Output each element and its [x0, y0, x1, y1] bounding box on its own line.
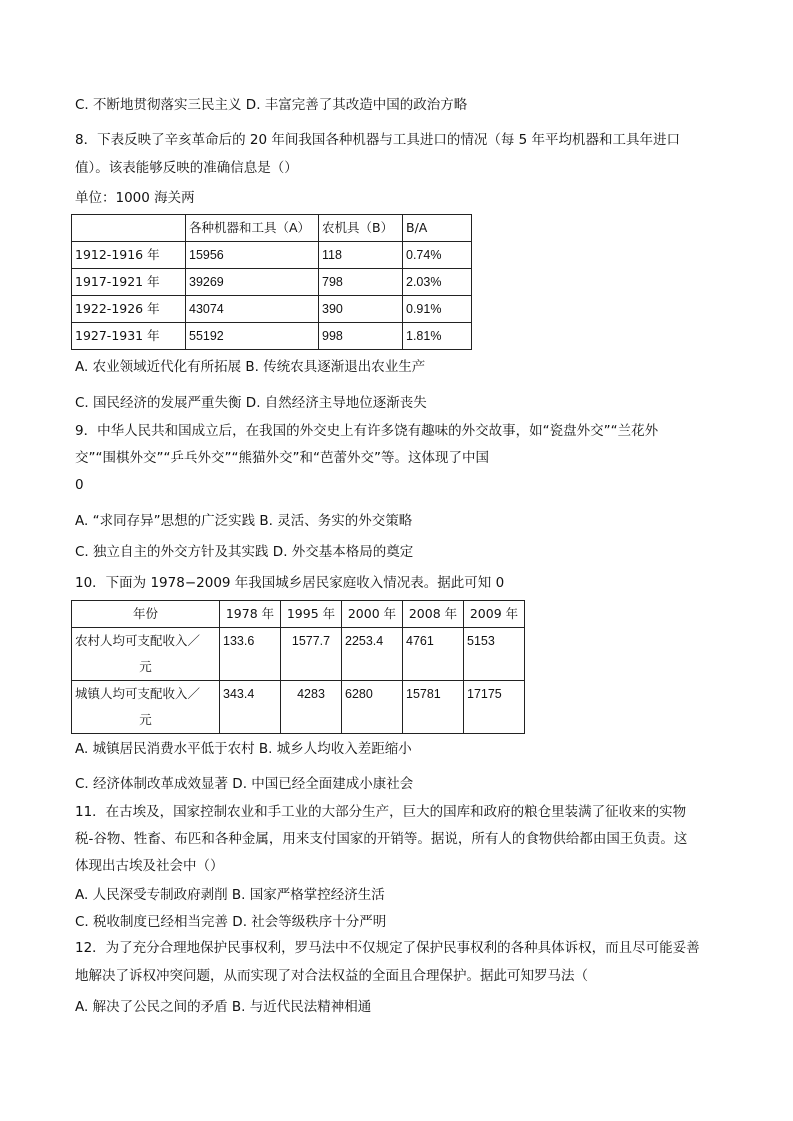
value-cell: 5153	[464, 628, 525, 681]
period-cell: 1912-1916 年	[72, 242, 186, 269]
table-header-cell: 农机具（B）	[319, 215, 403, 242]
table-header-cell: 各种机器和工具（A）	[186, 215, 319, 242]
value-cell: 43074	[186, 296, 319, 323]
value-cell: 2.03%	[403, 269, 472, 296]
q11-stem-line3: 体现出古埃及社会中（）	[75, 858, 224, 874]
row-label-line2: 元	[139, 712, 152, 727]
value-cell: 0.91%	[403, 296, 472, 323]
table-row	[72, 269, 472, 296]
value-cell: 55192	[186, 323, 319, 350]
q8-import-table	[71, 214, 472, 350]
q12-options-ab: A. 解决了公民之间的矛盾 B. 与近代民法精神相通	[75, 999, 372, 1015]
table-header-cell: B/A	[403, 215, 472, 242]
value-cell: 390	[319, 296, 403, 323]
value-cell: 6280	[342, 681, 403, 734]
q9-stem-line2: 交”“围棋外交”“乒乓外交”“熊猫外交”和“芭蕾外交”等。这体现了中国	[75, 450, 489, 466]
table-header-cell: 1978 年	[220, 601, 281, 628]
table-header-cell	[72, 215, 186, 242]
row-label-cell	[72, 681, 220, 734]
q10-options-ab: A. 城镇居民消费水平低于农村 B. 城乡人均收入差距缩小	[75, 741, 412, 757]
value-cell: 798	[319, 269, 403, 296]
value-cell: 4283	[281, 681, 342, 734]
q10-options-cd: C. 经济体制改革成效显著 D. 中国已经全面建成小康社会	[75, 776, 414, 792]
row-label-line1: 农村人均可支配收入／	[75, 633, 201, 648]
value-cell: 4761	[403, 628, 464, 681]
table-row	[72, 681, 525, 734]
q11-stem-line1: 11．在古埃及，国家控制农业和手工业的大部分生产，巨大的国库和政府的粮仓里装满了征收来的实物	[75, 804, 687, 820]
table-header-cell: 1995 年	[281, 601, 342, 628]
table-header-row	[72, 215, 472, 242]
table-header-cell: 2000 年	[342, 601, 403, 628]
value-cell: 15956	[186, 242, 319, 269]
q10-income-table	[71, 600, 525, 734]
value-cell: 118	[319, 242, 403, 269]
q8-stem-line2: 值）。该表能够反映的准确信息是（）	[75, 160, 298, 176]
q8-options-cd: C. 国民经济的发展严重失衡 D. 自然经济主导地位逐渐丧失	[75, 395, 427, 411]
q10-stem: 10．下面为 1978−2009 年我国城乡居民家庭收入情况表。据此可知 0	[75, 575, 505, 591]
table-header-cell: 2009 年	[464, 601, 525, 628]
period-cell: 1927-1931 年	[72, 323, 186, 350]
table-row	[72, 628, 525, 681]
value-cell: 1577.7	[281, 628, 342, 681]
table-row	[72, 242, 472, 269]
q7-options-cd: C. 不断地贯彻落实三民主义 D. 丰富完善了其改造中国的政治方略	[75, 97, 468, 113]
row-label-cell	[72, 628, 220, 681]
q8-unit: 单位：1000 海关两	[75, 190, 195, 206]
q12-stem-line2: 地解决了诉权冲突问题，从而实现了对合法权益的全面且合理保护。据此可知罗马法（	[75, 968, 588, 984]
table-row	[72, 323, 472, 350]
value-cell: 39269	[186, 269, 319, 296]
value-cell: 2253.4	[342, 628, 403, 681]
value-cell: 17175	[464, 681, 525, 734]
period-cell: 1922-1926 年	[72, 296, 186, 323]
q8-options-ab: A. 农业领域近代化有所拓展 B. 传统农具逐渐退出农业生产	[75, 359, 426, 375]
value-cell: 343.4	[220, 681, 281, 734]
row-label-line1: 城镇人均可支配收入／	[75, 686, 201, 701]
q11-stem-line2: 税-谷物、牲畜、布匹和各种金属，用来支付国家的开销等。据说，所有人的食物供给都由国王负责。这	[75, 831, 688, 847]
q9-options-ab: A. “求同存异”思想的广泛实践 B. 灵活、务实的外交策略	[75, 513, 413, 529]
q9-stem-line3: 0	[75, 477, 84, 493]
value-cell: 998	[319, 323, 403, 350]
value-cell: 1.81%	[403, 323, 472, 350]
table-header-cell: 2008 年	[403, 601, 464, 628]
table-header-row	[72, 601, 525, 628]
table-header-cell: 年份	[72, 601, 220, 628]
value-cell: 133.6	[220, 628, 281, 681]
q8-stem-line1: 8．下表反映了辛亥革命后的 20 年间我国各种机器与工具进口的情况（每 5 年平均机器和工具年进口	[75, 132, 681, 148]
q9-options-cd: C. 独立自主的外交方针及其实践 D. 外交基本格局的奠定	[75, 544, 414, 560]
row-label-line2: 元	[139, 659, 152, 674]
value-cell: 0.74%	[403, 242, 472, 269]
table-row	[72, 296, 472, 323]
q9-stem-line1: 9．中华人民共和国成立后，在我国的外交史上有许多饶有趣味的外交故事，如“瓷盘外交”“兰花外	[75, 423, 659, 439]
q12-stem-line1: 12．为了充分合理地保护民事权利，罗马法中不仅规定了保护民事权利的各种具体诉权，而且尽可能妥善	[75, 940, 700, 956]
period-cell: 1917-1921 年	[72, 269, 186, 296]
q11-options-ab: A. 人民深受专制政府剥削 B. 国家严格掌控经济生活	[75, 887, 385, 903]
value-cell: 15781	[403, 681, 464, 734]
q11-options-cd: C. 税收制度已经相当完善 D. 社会等级秩序十分严明	[75, 914, 387, 930]
